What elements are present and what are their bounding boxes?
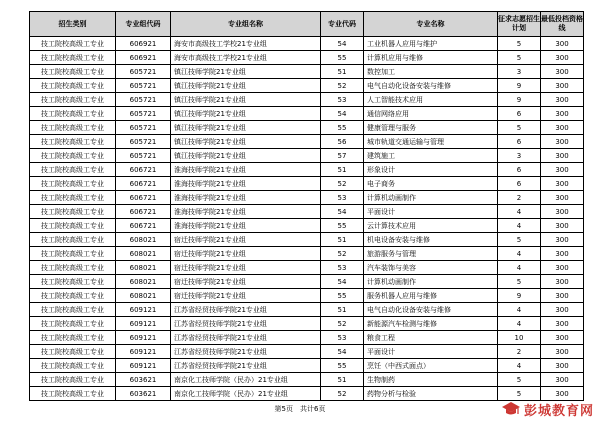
table-cell: 镇江技师学院21专业组: [171, 121, 321, 135]
table-row: [30, 345, 584, 359]
table-row: [30, 205, 584, 219]
table-row: [30, 359, 584, 373]
table-row: [30, 233, 584, 247]
table-cell: 606921: [116, 37, 171, 51]
header-cell: 专业代码: [321, 12, 364, 37]
table-cell: 镇江技师学院21专业组: [171, 149, 321, 163]
table-cell: 608021: [116, 261, 171, 275]
table-cell: 300: [541, 359, 584, 373]
table-cell: 53: [321, 93, 364, 107]
table-cell: 606921: [116, 51, 171, 65]
table-cell: 通信网络应用: [364, 107, 498, 121]
table-row: [30, 275, 584, 289]
table-cell: 平面设计: [364, 205, 498, 219]
table-cell: 镇江技师学院21专业组: [171, 107, 321, 121]
table-cell: 技工院校高级工专业: [30, 289, 116, 303]
table-cell: 9: [498, 93, 541, 107]
table-cell: 606721: [116, 163, 171, 177]
table-cell: 工业机器人应用与维护: [364, 37, 498, 51]
table-cell: 5: [498, 37, 541, 51]
table-cell: 海安市高级技工学校21专业组: [171, 51, 321, 65]
header-cell: 专业组代码: [116, 12, 171, 37]
table-row: [30, 331, 584, 345]
table-cell: 6: [498, 135, 541, 149]
table-cell: 镇江技师学院21专业组: [171, 65, 321, 79]
table-cell: 技工院校高级工专业: [30, 261, 116, 275]
table-cell: 云计算技术应用: [364, 219, 498, 233]
table-cell: 300: [541, 219, 584, 233]
table-cell: 608021: [116, 275, 171, 289]
table-row: [30, 317, 584, 331]
table-cell: 镇江技师学院21专业组: [171, 135, 321, 149]
table-row: [30, 219, 584, 233]
table-cell: 电气自动化设备安装与维修: [364, 303, 498, 317]
table-cell: 江苏省经贸技师学院21专业组: [171, 331, 321, 345]
table-cell: 淮海技师学院21专业组: [171, 163, 321, 177]
table-cell: 300: [541, 289, 584, 303]
table-cell: 606721: [116, 191, 171, 205]
table-cell: 603621: [116, 387, 171, 401]
table-cell: 300: [541, 163, 584, 177]
table-row: [30, 177, 584, 191]
table-cell: 计算机动画制作: [364, 191, 498, 205]
table-cell: 镇江技师学院21专业组: [171, 93, 321, 107]
table-cell: 52: [321, 79, 364, 93]
table-cell: 技工院校高级工专业: [30, 177, 116, 191]
table-cell: 606721: [116, 219, 171, 233]
table-cell: 4: [498, 261, 541, 275]
table-cell: 10: [498, 331, 541, 345]
table-cell: 605721: [116, 121, 171, 135]
table-cell: 52: [321, 247, 364, 261]
table-row: [30, 93, 584, 107]
table-cell: 51: [321, 373, 364, 387]
table-cell: 药物分析与检验: [364, 387, 498, 401]
table-cell: 605721: [116, 107, 171, 121]
table-cell: 淮海技师学院21专业组: [171, 205, 321, 219]
table-cell: 609121: [116, 345, 171, 359]
table-cell: 52: [321, 317, 364, 331]
table-cell: 300: [541, 191, 584, 205]
table-cell: 技工院校高级工专业: [30, 303, 116, 317]
header-cell: 专业组名称: [171, 12, 321, 37]
table-cell: 技工院校高级工专业: [30, 51, 116, 65]
table-cell: 镇江技师学院21专业组: [171, 79, 321, 93]
table-cell: 技工院校高级工专业: [30, 107, 116, 121]
table-cell: 技工院校高级工专业: [30, 37, 116, 51]
table-cell: 淮海技师学院21专业组: [171, 191, 321, 205]
table-cell: 51: [321, 65, 364, 79]
table-cell: 江苏省经贸技师学院21专业组: [171, 345, 321, 359]
table-cell: 服务机器人应用与维修: [364, 289, 498, 303]
table-cell: 南京化工技师学院（民办）21专业组: [171, 387, 321, 401]
table-cell: 52: [321, 387, 364, 401]
table-cell: 技工院校高级工专业: [30, 233, 116, 247]
table-cell: 电子商务: [364, 177, 498, 191]
table-cell: 300: [541, 65, 584, 79]
table-cell: 4: [498, 205, 541, 219]
table-cell: 300: [541, 205, 584, 219]
table-cell: 51: [321, 163, 364, 177]
table-row: [30, 373, 584, 387]
table-cell: 计算机动画制作: [364, 275, 498, 289]
table-cell: 宿迁技师学院21专业组: [171, 275, 321, 289]
table-cell: 平面设计: [364, 345, 498, 359]
table-body: [30, 37, 584, 401]
table-cell: 烹饪（中西式面点）: [364, 359, 498, 373]
table-cell: 605721: [116, 79, 171, 93]
table-cell: 605721: [116, 65, 171, 79]
table-cell: 生物制药: [364, 373, 498, 387]
table-cell: 300: [541, 135, 584, 149]
table-cell: 3: [498, 149, 541, 163]
table-cell: 建筑施工: [364, 149, 498, 163]
table-cell: 6: [498, 163, 541, 177]
table-row: [30, 51, 584, 65]
watermark-logo: [501, 398, 594, 420]
table-cell: 技工院校高级工专业: [30, 373, 116, 387]
table-cell: 609121: [116, 317, 171, 331]
table-cell: 300: [541, 121, 584, 135]
table-cell: 605721: [116, 135, 171, 149]
admission-table: [29, 11, 584, 401]
table-cell: 603621: [116, 373, 171, 387]
table-cell: 技工院校高级工专业: [30, 345, 116, 359]
table-row: [30, 247, 584, 261]
table-cell: 计算机应用与维修: [364, 51, 498, 65]
table-cell: 51: [321, 303, 364, 317]
table-row: [30, 121, 584, 135]
table-cell: 数控加工: [364, 65, 498, 79]
table-cell: 新能源汽车检测与维修: [364, 317, 498, 331]
table-cell: 54: [321, 345, 364, 359]
table-cell: 4: [498, 303, 541, 317]
table-cell: 53: [321, 191, 364, 205]
table-cell: 300: [541, 275, 584, 289]
table-cell: 人工智能技术应用: [364, 93, 498, 107]
table-cell: 技工院校高级工专业: [30, 149, 116, 163]
table-cell: 608021: [116, 289, 171, 303]
table-cell: 54: [321, 107, 364, 121]
table-cell: 55: [321, 51, 364, 65]
table-cell: 5: [498, 233, 541, 247]
table-cell: 5: [498, 51, 541, 65]
table-cell: 技工院校高级工专业: [30, 79, 116, 93]
table-cell: 电气自动化设备安装与维修: [364, 79, 498, 93]
table-cell: 宿迁技师学院21专业组: [171, 289, 321, 303]
table-row: [30, 261, 584, 275]
table-cell: 54: [321, 37, 364, 51]
table-cell: 609121: [116, 303, 171, 317]
table-cell: 淮海技师学院21专业组: [171, 219, 321, 233]
table-cell: 城市轨道交通运输与管理: [364, 135, 498, 149]
table-cell: 江苏省经贸技师学院21专业组: [171, 317, 321, 331]
header-cell: 专业名称: [364, 12, 498, 37]
table-cell: 5: [498, 387, 541, 401]
table-header-row: [30, 12, 584, 37]
table-cell: 2: [498, 345, 541, 359]
table-row: [30, 163, 584, 177]
table-cell: 609121: [116, 331, 171, 345]
table-cell: 技工院校高级工专业: [30, 219, 116, 233]
table-cell: 技工院校高级工专业: [30, 387, 116, 401]
table-cell: 粮食工程: [364, 331, 498, 345]
table-cell: 技工院校高级工专业: [30, 93, 116, 107]
table-cell: 6: [498, 107, 541, 121]
table-cell: 5: [498, 121, 541, 135]
table-cell: 江苏省经贸技师学院21专业组: [171, 359, 321, 373]
table-cell: 4: [498, 317, 541, 331]
table-cell: 605721: [116, 149, 171, 163]
page-number: 第5页 共计6页: [274, 405, 326, 413]
table-cell: 技工院校高级工专业: [30, 317, 116, 331]
table-cell: 形象设计: [364, 163, 498, 177]
table-cell: 52: [321, 177, 364, 191]
table-cell: 606721: [116, 205, 171, 219]
table-cell: 健康管理与服务: [364, 121, 498, 135]
table-cell: 300: [541, 317, 584, 331]
table-cell: 300: [541, 149, 584, 163]
table-row: [30, 149, 584, 163]
table-cell: 55: [321, 359, 364, 373]
table-cell: 54: [321, 205, 364, 219]
table-cell: 54: [321, 275, 364, 289]
table-cell: 300: [541, 303, 584, 317]
table-cell: 300: [541, 233, 584, 247]
table-cell: 300: [541, 345, 584, 359]
table-cell: 608021: [116, 233, 171, 247]
table-cell: 300: [541, 177, 584, 191]
table-cell: 机电设备安装与维修: [364, 233, 498, 247]
table-cell: 宿迁技师学院21专业组: [171, 261, 321, 275]
table-cell: 300: [541, 37, 584, 51]
table-cell: 609121: [116, 359, 171, 373]
table-cell: 6: [498, 177, 541, 191]
table-cell: 宿迁技师学院21专业组: [171, 233, 321, 247]
table-cell: 技工院校高级工专业: [30, 65, 116, 79]
table-cell: 300: [541, 331, 584, 345]
table-row: [30, 289, 584, 303]
table-cell: 技工院校高级工专业: [30, 275, 116, 289]
table-cell: 300: [541, 261, 584, 275]
table-cell: 海安市高级技工学校21专业组: [171, 37, 321, 51]
table-cell: 300: [541, 107, 584, 121]
table-cell: 53: [321, 261, 364, 275]
table-cell: 技工院校高级工专业: [30, 359, 116, 373]
table-cell: 旅游服务与管理: [364, 247, 498, 261]
table-cell: 5: [498, 373, 541, 387]
watermark-text: 彭城教育网: [523, 403, 594, 419]
table-cell: 4: [498, 359, 541, 373]
table-cell: 技工院校高级工专业: [30, 247, 116, 261]
table-cell: 9: [498, 289, 541, 303]
table-cell: 55: [321, 289, 364, 303]
table-cell: 55: [321, 121, 364, 135]
graduation-cap-icon: [501, 399, 521, 419]
table-cell: 300: [541, 79, 584, 93]
table-cell: 江苏省经贸技师学院21专业组: [171, 303, 321, 317]
table-cell: 3: [498, 65, 541, 79]
header-cell: 招生类别: [30, 12, 116, 37]
table-row: [30, 37, 584, 51]
table-row: [30, 303, 584, 317]
table-cell: 4: [498, 247, 541, 261]
table-cell: 技工院校高级工专业: [30, 163, 116, 177]
table-row: [30, 191, 584, 205]
table-cell: 技工院校高级工专业: [30, 331, 116, 345]
table-cell: 2: [498, 191, 541, 205]
table-cell: 605721: [116, 93, 171, 107]
table-cell: 57: [321, 149, 364, 163]
table-cell: 606721: [116, 177, 171, 191]
header-cell: 最低投档资格线: [541, 12, 584, 37]
table-cell: 宿迁技师学院21专业组: [171, 247, 321, 261]
table-cell: 300: [541, 373, 584, 387]
table-cell: 55: [321, 219, 364, 233]
table-cell: 南京化工技师学院（民办）21专业组: [171, 373, 321, 387]
table-cell: 技工院校高级工专业: [30, 191, 116, 205]
table-cell: 4: [498, 219, 541, 233]
table-row: [30, 79, 584, 93]
table-cell: 技工院校高级工专业: [30, 135, 116, 149]
table-cell: 51: [321, 233, 364, 247]
table-cell: 53: [321, 331, 364, 345]
table-cell: 300: [541, 387, 584, 401]
table-row: [30, 107, 584, 121]
table-row: [30, 65, 584, 79]
table-cell: 技工院校高级工专业: [30, 121, 116, 135]
table-cell: 5: [498, 275, 541, 289]
table-cell: 56: [321, 135, 364, 149]
table-row: [30, 135, 584, 149]
table-cell: 608021: [116, 247, 171, 261]
table-cell: 汽车装饰与美容: [364, 261, 498, 275]
header-cell: 征求志愿招生计划: [498, 12, 541, 37]
table-cell: 300: [541, 247, 584, 261]
table-cell: 淮海技师学院21专业组: [171, 177, 321, 191]
table-cell: 技工院校高级工专业: [30, 205, 116, 219]
table-cell: 300: [541, 93, 584, 107]
table-cell: 300: [541, 51, 584, 65]
table-cell: 9: [498, 79, 541, 93]
